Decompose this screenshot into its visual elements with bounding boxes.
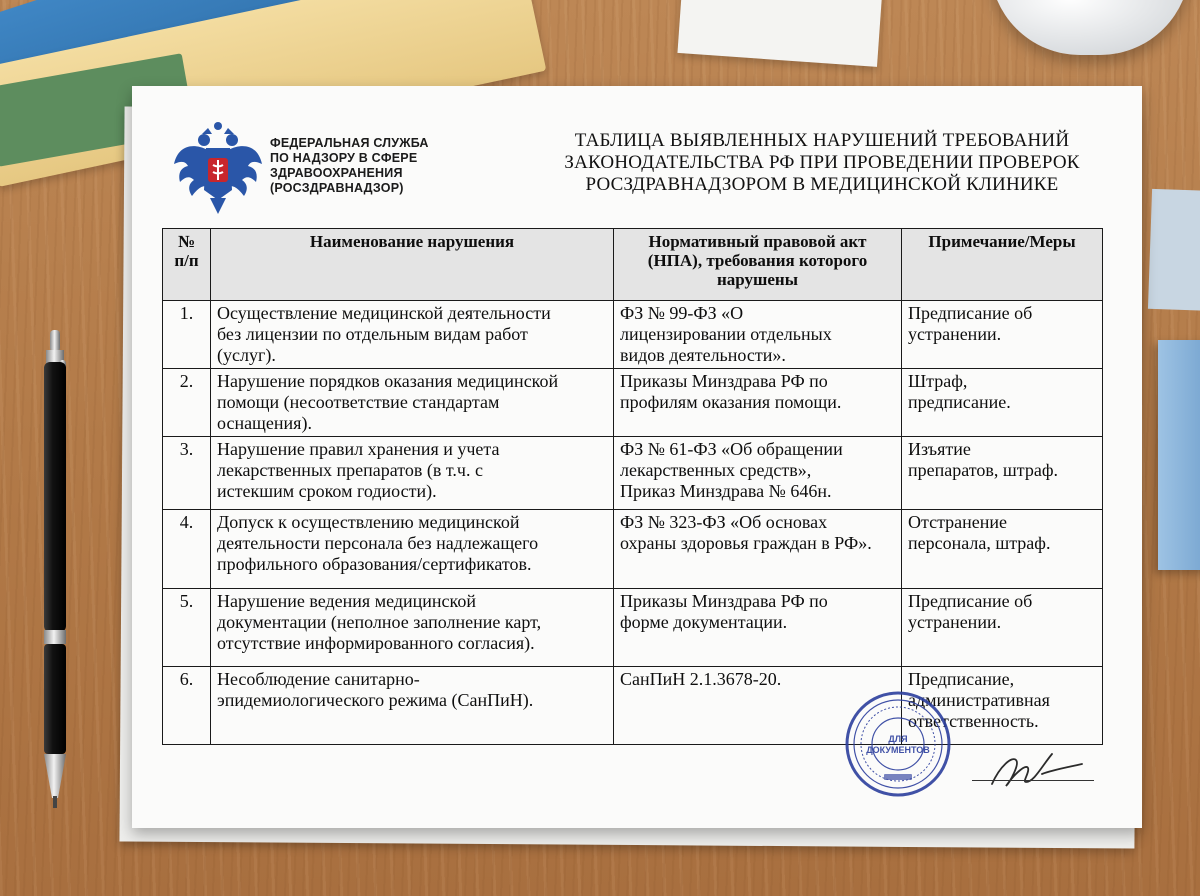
- header-text: (НПА), требования которого: [647, 251, 868, 270]
- org-line: ФЕДЕРАЛЬНАЯ СЛУЖБА: [270, 136, 429, 150]
- document-binder-top: [1148, 189, 1200, 311]
- row-number: 3.: [163, 437, 211, 510]
- cell-line: Приказы Минздрава РФ по: [620, 371, 828, 391]
- document-title: [532, 130, 1112, 196]
- emblem-icon: [172, 120, 264, 216]
- signature-icon: [982, 746, 1092, 796]
- measures-note: [902, 589, 1103, 667]
- violations-table: [162, 228, 1103, 745]
- row-number: 4.: [163, 510, 211, 589]
- cell-line: профилям оказания помощи.: [620, 392, 842, 412]
- row-number: 1.: [163, 301, 211, 369]
- cell-line: документации (неполное заполнение карт,: [217, 612, 542, 632]
- signature-line: [972, 780, 1094, 781]
- cell-line: ФЗ № 323-ФЗ «Об основах: [620, 512, 828, 532]
- cell-line: устранении.: [908, 324, 1002, 344]
- header-note: [902, 229, 1103, 301]
- cell-line: Нарушение правил хранения и учета: [217, 439, 500, 459]
- cell-line: отсутствие информированного согласия).: [217, 633, 535, 653]
- cell-line: Изъятие: [908, 439, 971, 459]
- cell-line: истекшим сроком годиости).: [217, 481, 437, 501]
- violation-name: [211, 589, 614, 667]
- header-text: №: [177, 232, 196, 251]
- cell-line: без лицензии по отдельным видам работ: [217, 324, 528, 344]
- cell-line: препаратов, штраф.: [908, 460, 1058, 480]
- document-header: [172, 120, 1112, 230]
- measures-note: [902, 301, 1103, 369]
- cell-line: ответственность.: [908, 711, 1039, 731]
- cell-line: профильного образования/сертификатов.: [217, 554, 532, 574]
- org-line: (РОСЗДРАВНАДЗОР): [270, 181, 404, 195]
- cell-line: Отстранение: [908, 512, 1008, 532]
- cell-line: деятельности персонала без надлежащего: [217, 533, 539, 553]
- cell-line: охраны здоровья граждан в РФ».: [620, 533, 872, 553]
- cell-line: Предписание об: [908, 303, 1033, 323]
- cell-line: лекарственных препаратов (в т.ч. с: [217, 460, 483, 480]
- organization-name: [270, 136, 470, 196]
- header-act: [614, 229, 902, 301]
- header-name: [211, 229, 614, 301]
- cell-line: оснащения).: [217, 413, 312, 433]
- cell-line: Предписание,: [908, 669, 1015, 689]
- legal-act: [614, 589, 902, 667]
- cell-line: лекарственных средств»,: [620, 460, 812, 480]
- measures-note: [902, 437, 1103, 510]
- title-line: РОСЗДРАВНАДЗОРОМ В МЕДИЦИНСКОЙ КЛИНИКЕ: [585, 174, 1059, 195]
- violation-name: [211, 301, 614, 369]
- measures-note: [902, 510, 1103, 589]
- cell-line: Приказ Минздрава № 646н.: [620, 481, 832, 501]
- cell-line: ФЗ № 61-ФЗ «Об обращении: [620, 439, 843, 459]
- header-text: Наименование нарушения: [309, 232, 515, 251]
- cell-line: Предписание об: [908, 591, 1033, 611]
- measures-note: [902, 369, 1103, 437]
- document-binder: [1158, 340, 1200, 570]
- violation-name: [211, 510, 614, 589]
- paper-stack: [677, 0, 882, 67]
- cell-line: эпидемиологического режима (СанПиН).: [217, 690, 534, 710]
- cell-line: административная: [908, 690, 1050, 710]
- violation-name: [211, 667, 614, 745]
- cell-line: видов деятельности».: [620, 345, 786, 365]
- table-row: [163, 301, 1103, 369]
- header-text: п/п: [174, 251, 199, 270]
- stamp-text-bottom: ДОКУМЕНТОВ: [866, 745, 930, 755]
- cell-line: Несоблюдение санитарно-: [217, 669, 420, 689]
- org-line: ЗДРАВООХРАНЕНИЯ: [270, 166, 403, 180]
- cell-line: устранении.: [908, 612, 1002, 632]
- table-row: [163, 667, 1103, 745]
- header-text: нарушены: [717, 270, 798, 289]
- title-line: ЗАКОНОДАТЕЛЬСТВА РФ ПРИ ПРОВЕДЕНИИ ПРОВЕРОК: [564, 152, 1080, 173]
- cell-line: персонала, штраф.: [908, 533, 1051, 553]
- cell-line: форме документации.: [620, 612, 788, 632]
- title-line: ТАБЛИЦА ВЫЯВЛЕННЫХ НАРУШЕНИЙ ТРЕБОВАНИЙ: [574, 130, 1070, 151]
- table-row: [163, 437, 1103, 510]
- table-row: [163, 589, 1103, 667]
- org-line: ПО НАДЗОРУ В СФЕРЕ: [270, 151, 418, 165]
- cell-line: Нарушение ведения медицинской: [217, 591, 476, 611]
- row-number: 5.: [163, 589, 211, 667]
- stamp-text-top: ДЛЯ: [888, 734, 908, 744]
- header-text: Примечание/Меры: [928, 232, 1076, 251]
- cell-line: помощи (несоответствие стандартам: [217, 392, 500, 412]
- header-num: [163, 229, 211, 301]
- table-row: [163, 369, 1103, 437]
- legal-act: [614, 510, 902, 589]
- row-number: 2.: [163, 369, 211, 437]
- cell-line: Штраф,: [908, 371, 968, 391]
- cell-line: предписание.: [908, 392, 1011, 412]
- cell-line: Осуществление медицинской деятельности: [217, 303, 551, 323]
- coffee-mug: [990, 0, 1190, 55]
- legal-act: [614, 369, 902, 437]
- stamp-seal-icon: [844, 690, 952, 798]
- cell-line: (услуг).: [217, 345, 276, 365]
- legal-act: [614, 301, 902, 369]
- document-sheet: [132, 86, 1142, 828]
- header-text: Нормативный правовой акт: [648, 232, 867, 251]
- pen-icon: [36, 330, 72, 810]
- row-number: 6.: [163, 667, 211, 745]
- violation-name: [211, 369, 614, 437]
- cell-line: ФЗ № 99-ФЗ «О: [620, 303, 744, 323]
- table-header-row: [163, 229, 1103, 301]
- cell-line: СанПиН 2.1.3678-20.: [620, 669, 782, 689]
- table-row: [163, 510, 1103, 589]
- cell-line: лицензировании отдельных: [620, 324, 832, 344]
- cell-line: Допуск к осуществлению медицинской: [217, 512, 520, 532]
- legal-act: [614, 437, 902, 510]
- violation-name: [211, 437, 614, 510]
- cell-line: Приказы Минздрава РФ по: [620, 591, 828, 611]
- cell-line: Нарушение порядков оказания медицинской: [217, 371, 559, 391]
